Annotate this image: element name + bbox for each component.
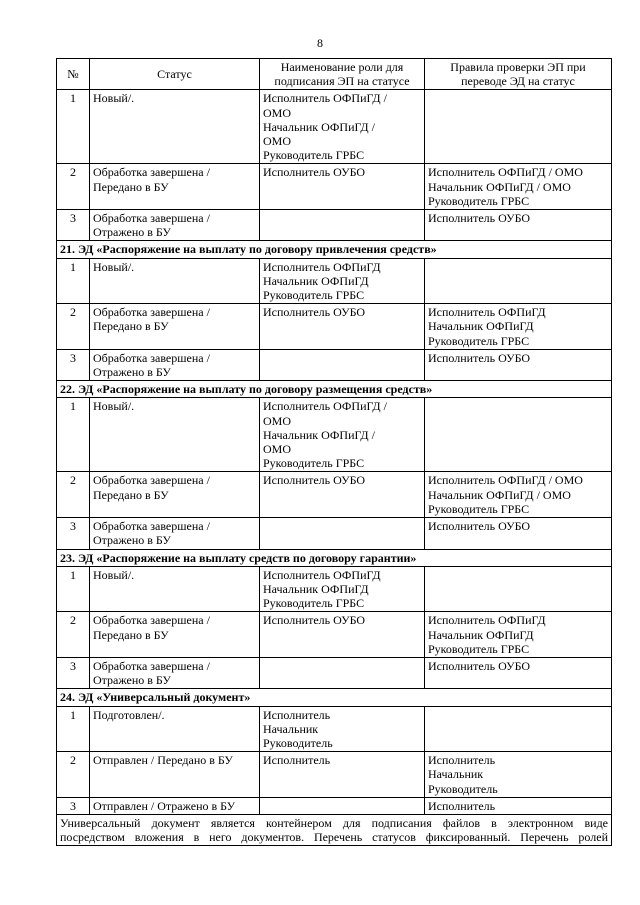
signing-roles-cell bbox=[260, 706, 425, 752]
table-row bbox=[57, 349, 612, 380]
verification-rules-cell bbox=[425, 518, 612, 549]
status-line: Передано в БУ bbox=[93, 627, 169, 642]
row-number: 1 bbox=[57, 566, 90, 612]
status-cell bbox=[90, 90, 260, 164]
status-line: Передано в БУ bbox=[93, 319, 169, 334]
rule-line: Исполнитель ОУБО bbox=[428, 211, 531, 226]
rule-line: Исполнитель ОФПиГД / ОМО bbox=[428, 165, 583, 180]
note-cell bbox=[57, 814, 612, 845]
note-line: Универсальный документ является контейнером для подписания файлов в электронном виде bbox=[60, 815, 608, 830]
signing-roles-cell bbox=[260, 349, 425, 380]
status-cell bbox=[90, 657, 260, 688]
row-number: 3 bbox=[57, 657, 90, 688]
rule-line: Начальник ОФПиГД / ОМО bbox=[428, 487, 571, 502]
row-number: 1 bbox=[57, 398, 90, 472]
role-line: ОМО bbox=[263, 413, 292, 428]
table-row bbox=[57, 706, 612, 752]
role-line: Руководитель ГРБС bbox=[263, 596, 365, 611]
role-line: Исполнитель bbox=[263, 753, 331, 768]
signing-roles-cell bbox=[260, 210, 425, 241]
status-cell bbox=[90, 258, 260, 304]
rule-line: Исполнитель ОФПиГД / ОМО bbox=[428, 473, 583, 488]
rule-line: Начальник ОФПиГД bbox=[428, 627, 534, 642]
signing-roles-cell bbox=[260, 164, 425, 210]
note-row bbox=[57, 814, 612, 845]
rule-line: Исполнитель bbox=[428, 753, 496, 768]
verification-rules-cell bbox=[425, 706, 612, 752]
rule-line: Начальник ОФПиГД / ОМО bbox=[428, 179, 571, 194]
role-line: Исполнитель ОФПиГД / bbox=[263, 399, 387, 414]
role-line: Руководитель ГРБС bbox=[263, 148, 365, 163]
role-line: Начальник ОФПиГД bbox=[263, 581, 369, 596]
section-row bbox=[57, 241, 612, 258]
verification-rules-cell bbox=[425, 797, 612, 814]
status-line: Обработка завершена / bbox=[93, 211, 210, 226]
status-cell bbox=[90, 566, 260, 612]
verification-rules-cell bbox=[425, 398, 612, 472]
status-cell bbox=[90, 164, 260, 210]
status-line: Передано в БУ bbox=[93, 179, 169, 194]
section-title: 23. ЭД «Распоряжение на выплату средств по договору гарантии» bbox=[57, 549, 612, 566]
rule-line: Исполнитель ОУБО bbox=[428, 519, 531, 534]
verification-rules-cell bbox=[425, 657, 612, 688]
rule-line: Руководитель ГРБС bbox=[428, 333, 530, 348]
status-line: Отражено в БУ bbox=[93, 533, 171, 548]
rule-line: Руководитель bbox=[428, 781, 498, 796]
signing-roles-cell bbox=[260, 90, 425, 164]
page-number: 8 bbox=[317, 36, 323, 50]
signing-roles-cell bbox=[260, 752, 425, 798]
role-line: Руководитель ГРБС bbox=[263, 288, 365, 303]
role-line: Исполнитель ОФПиГД bbox=[263, 567, 381, 582]
section-row bbox=[57, 549, 612, 566]
role-line: Исполнитель ОУБО bbox=[263, 165, 366, 180]
row-number: 3 bbox=[57, 518, 90, 549]
verification-rules-cell bbox=[425, 90, 612, 164]
signing-roles-cell bbox=[260, 472, 425, 518]
section-title: 22. ЭД «Распоряжение на выплату по договору размещения средств» bbox=[57, 381, 612, 398]
signing-roles-cell bbox=[260, 612, 425, 658]
status-line: Отражено в БУ bbox=[93, 365, 171, 380]
row-number: 3 bbox=[57, 210, 90, 241]
status-line: Новый/. bbox=[93, 91, 135, 106]
rule-line: Исполнитель ОФПиГД bbox=[428, 613, 546, 628]
row-number: 1 bbox=[57, 90, 90, 164]
note-line: посредством вложения в него документов. Перечень статусов фиксированный. Перечень ролей bbox=[60, 830, 608, 845]
section-row bbox=[57, 689, 612, 706]
row-number: 2 bbox=[57, 164, 90, 210]
rule-line: Начальник ОФПиГД bbox=[428, 319, 534, 334]
table-row bbox=[57, 752, 612, 798]
table-row bbox=[57, 210, 612, 241]
status-cell bbox=[90, 752, 260, 798]
header-number: № bbox=[57, 59, 90, 90]
signing-roles-cell bbox=[260, 258, 425, 304]
signing-roles-cell bbox=[260, 797, 425, 814]
status-line: Обработка завершена / bbox=[93, 305, 210, 320]
signing-roles-cell bbox=[260, 518, 425, 549]
verification-rules-cell bbox=[425, 258, 612, 304]
header-rules: Правила проверки ЭП при переводе ЭД на статус bbox=[425, 59, 612, 90]
status-line: Подготовлен/. bbox=[93, 707, 165, 722]
role-line: Исполнитель bbox=[263, 707, 331, 722]
status-line: Отражено в БУ bbox=[93, 673, 171, 688]
row-number: 1 bbox=[57, 706, 90, 752]
table-row bbox=[57, 304, 612, 350]
rule-line: Исполнитель ОУБО bbox=[428, 350, 531, 365]
row-number: 3 bbox=[57, 349, 90, 380]
role-line: Руководитель bbox=[263, 735, 333, 750]
table-row bbox=[57, 164, 612, 210]
row-number: 2 bbox=[57, 472, 90, 518]
role-line: ОМО bbox=[263, 442, 292, 457]
role-line: Начальник ОФПиГД / bbox=[263, 427, 375, 442]
signing-roles-cell bbox=[260, 657, 425, 688]
verification-rules-cell bbox=[425, 566, 612, 612]
status-cell bbox=[90, 398, 260, 472]
status-cell bbox=[90, 797, 260, 814]
table-row bbox=[57, 258, 612, 304]
role-line: Руководитель ГРБС bbox=[263, 456, 365, 471]
status-line: Обработка завершена / bbox=[93, 613, 210, 628]
status-line: Обработка завершена / bbox=[93, 519, 210, 534]
status-line: Новый/. bbox=[93, 399, 135, 414]
verification-rules-cell bbox=[425, 164, 612, 210]
section-title: 21. ЭД «Распоряжение на выплату по договору привлечения средств» bbox=[57, 241, 612, 258]
status-cell bbox=[90, 612, 260, 658]
table-row bbox=[57, 472, 612, 518]
signing-roles-cell bbox=[260, 304, 425, 350]
status-cell bbox=[90, 706, 260, 752]
role-line: Исполнитель ОФПиГД / bbox=[263, 91, 387, 106]
table-body bbox=[57, 90, 612, 815]
signing-roles-cell bbox=[260, 566, 425, 612]
status-cell bbox=[90, 349, 260, 380]
role-line: Начальник ОФПиГД / bbox=[263, 119, 375, 134]
verification-rules-cell bbox=[425, 349, 612, 380]
rule-line: Руководитель ГРБС bbox=[428, 193, 530, 208]
role-line: Исполнитель ОУБО bbox=[263, 613, 366, 628]
table-row bbox=[57, 398, 612, 472]
rule-line: Начальник bbox=[428, 767, 484, 782]
rule-line: Руководитель ГРБС bbox=[428, 641, 530, 656]
role-line: Исполнитель ОУБО bbox=[263, 305, 366, 320]
row-number: 3 bbox=[57, 797, 90, 814]
role-line: ОМО bbox=[263, 134, 292, 149]
table-header-row bbox=[57, 59, 612, 90]
table-row bbox=[57, 657, 612, 688]
table-row bbox=[57, 566, 612, 612]
rule-line: Исполнитель bbox=[428, 798, 496, 813]
role-line: Исполнитель ОФПиГД bbox=[263, 259, 381, 274]
status-line: Обработка завершена / bbox=[93, 165, 210, 180]
status-line: Отражено в БУ bbox=[93, 225, 171, 240]
signing-roles-cell bbox=[260, 398, 425, 472]
status-line: Обработка завершена / bbox=[93, 658, 210, 673]
header-status: Статус bbox=[90, 59, 260, 90]
rule-line: Исполнитель ОФПиГД bbox=[428, 305, 546, 320]
status-line: Новый/. bbox=[93, 567, 135, 582]
verification-rules-cell bbox=[425, 752, 612, 798]
role-line: Начальник bbox=[263, 721, 319, 736]
status-line: Отправлен / Передано в БУ bbox=[93, 753, 233, 768]
role-line: Начальник ОФПиГД bbox=[263, 273, 369, 288]
status-line: Новый/. bbox=[93, 259, 135, 274]
table-row bbox=[57, 90, 612, 164]
row-number: 2 bbox=[57, 612, 90, 658]
verification-rules-cell bbox=[425, 210, 612, 241]
section-title: 24. ЭД «Универсальный документ» bbox=[57, 689, 612, 706]
row-number: 1 bbox=[57, 258, 90, 304]
status-cell bbox=[90, 518, 260, 549]
status-line: Передано в БУ bbox=[93, 487, 169, 502]
table-row bbox=[57, 518, 612, 549]
table-row bbox=[57, 797, 612, 814]
status-line: Отправлен / Отражено в БУ bbox=[93, 798, 236, 813]
verification-rules-cell bbox=[425, 472, 612, 518]
status-cell bbox=[90, 472, 260, 518]
verification-rules-cell bbox=[425, 304, 612, 350]
status-roles-table bbox=[56, 58, 612, 846]
table-row bbox=[57, 612, 612, 658]
header-role: Наименование роли для подписания ЭП на статусе bbox=[260, 59, 425, 90]
verification-rules-cell bbox=[425, 612, 612, 658]
row-number: 2 bbox=[57, 304, 90, 350]
status-cell bbox=[90, 210, 260, 241]
status-cell bbox=[90, 304, 260, 350]
rule-line: Руководитель ГРБС bbox=[428, 501, 530, 516]
status-line: Обработка завершена / bbox=[93, 350, 210, 365]
rule-line: Исполнитель ОУБО bbox=[428, 658, 531, 673]
role-line: Исполнитель ОУБО bbox=[263, 473, 366, 488]
status-line: Обработка завершена / bbox=[93, 473, 210, 488]
section-row bbox=[57, 381, 612, 398]
row-number: 2 bbox=[57, 752, 90, 798]
role-line: ОМО bbox=[263, 105, 292, 120]
